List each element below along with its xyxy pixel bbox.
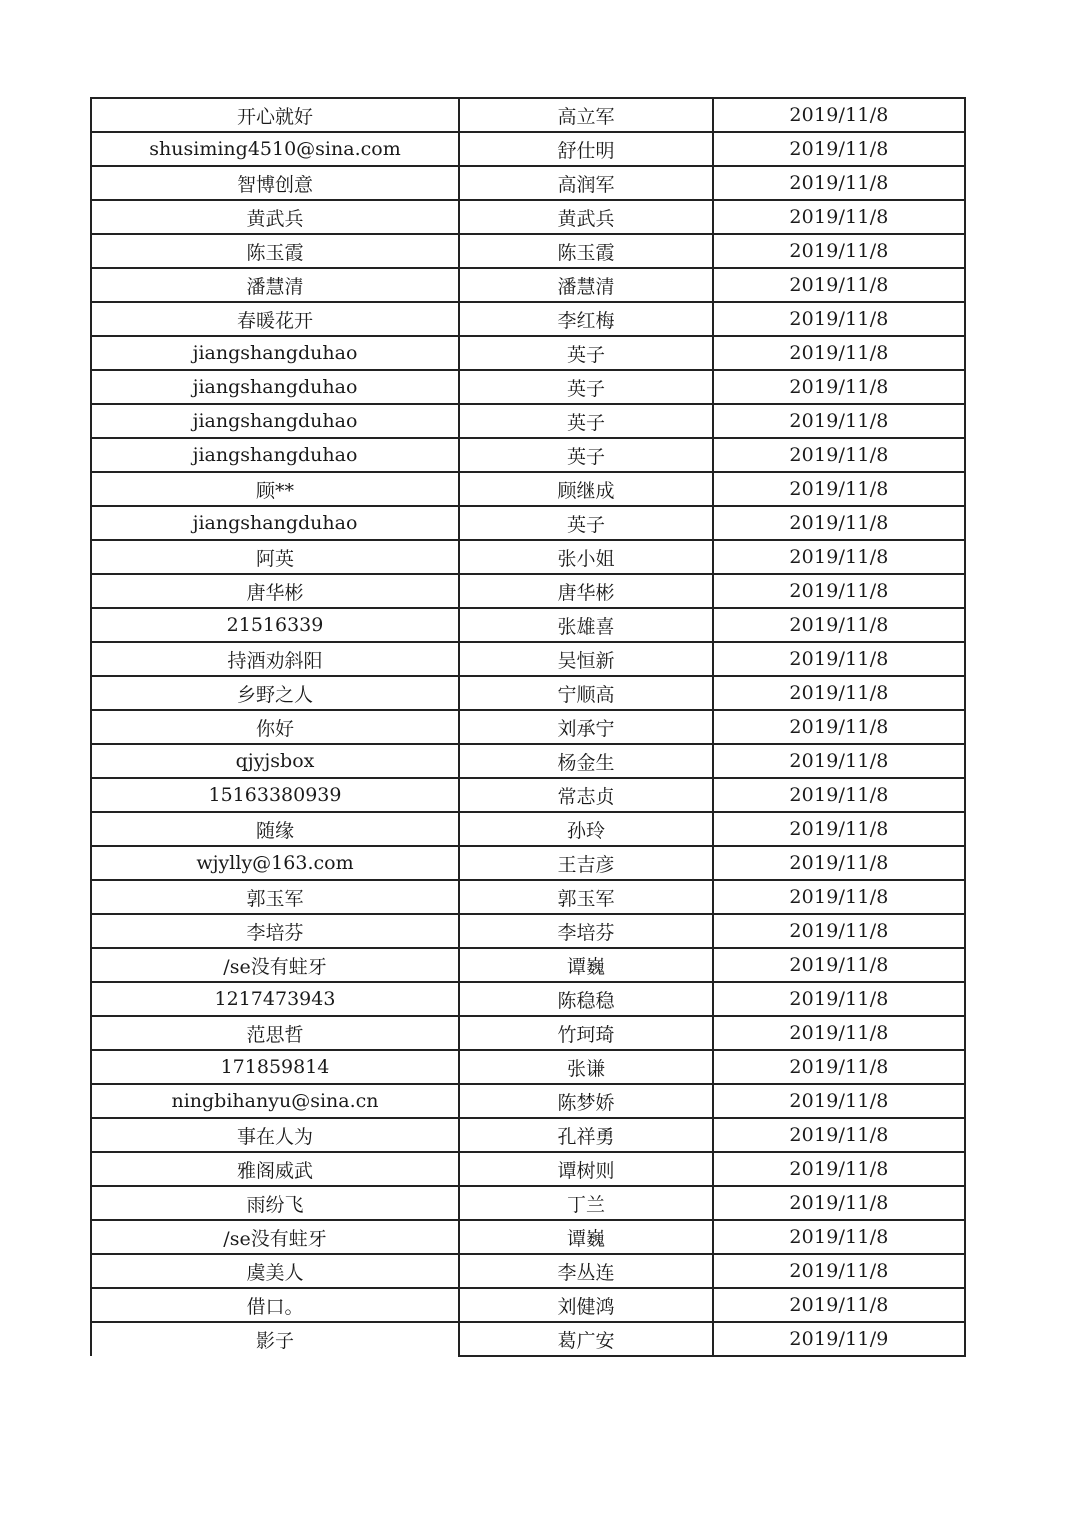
cell-nickname: 阿英: [91, 540, 459, 574]
cell-date: 2019/11/8: [713, 982, 965, 1016]
cell-name: 李丛连: [459, 1254, 713, 1288]
cell-date: 2019/11/8: [713, 642, 965, 676]
table-row: [91, 98, 965, 132]
cell-name: 王吉彦: [459, 846, 713, 880]
cell-nickname: /se没有蛀牙: [91, 1220, 459, 1254]
cell-name: 谭树则: [459, 1152, 713, 1186]
cell-date: 2019/11/8: [713, 676, 965, 710]
cell-nickname: 持酒劝斜阳: [91, 642, 459, 676]
cell-name: 陈稳稳: [459, 982, 713, 1016]
table-row: [91, 1220, 965, 1254]
cell-nickname: 借口。: [91, 1288, 459, 1322]
cell-name: 顾继成: [459, 472, 713, 506]
table-row: [91, 336, 965, 370]
table-row: [91, 302, 965, 336]
cell-name: 英子: [459, 404, 713, 438]
cell-nickname: 陈玉霞: [91, 234, 459, 268]
table-row: [91, 948, 965, 982]
cell-nickname: 1217473943: [91, 982, 459, 1016]
cell-nickname: 郭玉军: [91, 880, 459, 914]
cell-date: 2019/11/9: [713, 1322, 965, 1356]
cell-nickname: 你好: [91, 710, 459, 744]
cell-name: 谭巍: [459, 1220, 713, 1254]
cell-nickname: 乡野之人: [91, 676, 459, 710]
table-row: [91, 404, 965, 438]
cell-name: 唐华彬: [459, 574, 713, 608]
cell-date: 2019/11/8: [713, 540, 965, 574]
cell-name: 英子: [459, 506, 713, 540]
table-row: [91, 574, 965, 608]
cell-name: 张小姐: [459, 540, 713, 574]
cell-date: 2019/11/8: [713, 200, 965, 234]
cell-date: 2019/11/8: [713, 1084, 965, 1118]
cell-nickname: 顾**: [91, 472, 459, 506]
cell-date: 2019/11/8: [713, 302, 965, 336]
cell-date: 2019/11/8: [713, 1050, 965, 1084]
cell-date: 2019/11/8: [713, 914, 965, 948]
cell-name: 高立军: [459, 98, 713, 132]
cell-name: 舒仕明: [459, 132, 713, 166]
table-row: [91, 234, 965, 268]
data-table: [90, 97, 966, 1357]
cell-nickname: jiangshangduhao: [91, 336, 459, 370]
cell-nickname: 雅阁威武: [91, 1152, 459, 1186]
cell-date: 2019/11/8: [713, 846, 965, 880]
table-row: [91, 812, 965, 846]
cell-nickname: 21516339: [91, 608, 459, 642]
cell-date: 2019/11/8: [713, 438, 965, 472]
cell-name: 高润军: [459, 166, 713, 200]
cell-nickname: 潘慧清: [91, 268, 459, 302]
table-row: [91, 744, 965, 778]
table-row: [91, 914, 965, 948]
table-row: [91, 472, 965, 506]
table-row: [91, 166, 965, 200]
cell-nickname: jiangshangduhao: [91, 404, 459, 438]
cell-name: 英子: [459, 336, 713, 370]
cell-date: 2019/11/8: [713, 710, 965, 744]
cell-name: 陈玉霞: [459, 234, 713, 268]
cell-nickname: /se没有蛀牙: [91, 948, 459, 982]
cell-date: 2019/11/8: [713, 506, 965, 540]
cell-nickname: 随缘: [91, 812, 459, 846]
table-row: [91, 1186, 965, 1220]
table-row: [91, 132, 965, 166]
cell-name: 孔祥勇: [459, 1118, 713, 1152]
cell-name: 黄武兵: [459, 200, 713, 234]
table-row: [91, 200, 965, 234]
table-row: [91, 642, 965, 676]
table-row: [91, 778, 965, 812]
table-row: [91, 1152, 965, 1186]
table-row: [91, 1254, 965, 1288]
cell-date: 2019/11/8: [713, 98, 965, 132]
table-row: [91, 1050, 965, 1084]
cell-date: 2019/11/8: [713, 1288, 965, 1322]
table-row: [91, 846, 965, 880]
cell-date: 2019/11/8: [713, 1186, 965, 1220]
cell-date: 2019/11/8: [713, 948, 965, 982]
cell-date: 2019/11/8: [713, 812, 965, 846]
cell-name: 宁顺高: [459, 676, 713, 710]
cell-name: 孙玲: [459, 812, 713, 846]
cell-date: 2019/11/8: [713, 744, 965, 778]
cell-date: 2019/11/8: [713, 574, 965, 608]
cell-nickname: jiangshangduhao: [91, 438, 459, 472]
cell-name: 杨金生: [459, 744, 713, 778]
cell-date: 2019/11/8: [713, 1254, 965, 1288]
table-row: [91, 506, 965, 540]
cell-name: 葛广安: [459, 1322, 713, 1356]
cell-name: 丁兰: [459, 1186, 713, 1220]
cell-nickname: 李培芬: [91, 914, 459, 948]
cell-nickname: shusiming4510@sina.com: [91, 132, 459, 166]
table-row: [91, 1118, 965, 1152]
cell-nickname: ningbihanyu@sina.cn: [91, 1084, 459, 1118]
table-row: [91, 268, 965, 302]
table-body: [91, 98, 965, 1356]
cell-nickname: 智博创意: [91, 166, 459, 200]
cell-date: 2019/11/8: [713, 370, 965, 404]
table-row: [91, 1016, 965, 1050]
cell-name: 李红梅: [459, 302, 713, 336]
cell-nickname: 唐华彬: [91, 574, 459, 608]
cell-date: 2019/11/8: [713, 472, 965, 506]
table-row: [91, 1322, 965, 1356]
cell-date: 2019/11/8: [713, 778, 965, 812]
cell-nickname: 雨纷飞: [91, 1186, 459, 1220]
cell-date: 2019/11/8: [713, 1118, 965, 1152]
cell-nickname: 黄武兵: [91, 200, 459, 234]
cell-name: 英子: [459, 438, 713, 472]
cell-nickname: jiangshangduhao: [91, 370, 459, 404]
cell-name: 谭巍: [459, 948, 713, 982]
cell-nickname: 春暖花开: [91, 302, 459, 336]
table-row: [91, 880, 965, 914]
cell-name: 刘健鸿: [459, 1288, 713, 1322]
table-row: [91, 370, 965, 404]
table-row: [91, 1288, 965, 1322]
table-row: [91, 1084, 965, 1118]
cell-date: 2019/11/8: [713, 166, 965, 200]
cell-date: 2019/11/8: [713, 880, 965, 914]
cell-nickname: 范思哲: [91, 1016, 459, 1050]
cell-date: 2019/11/8: [713, 268, 965, 302]
cell-nickname: 开心就好: [91, 98, 459, 132]
cell-nickname: qjyjsbox: [91, 744, 459, 778]
cell-name: 张雄喜: [459, 608, 713, 642]
cell-name: 潘慧清: [459, 268, 713, 302]
cell-name: 张谦: [459, 1050, 713, 1084]
cell-date: 2019/11/8: [713, 132, 965, 166]
cell-nickname: 事在人为: [91, 1118, 459, 1152]
cell-date: 2019/11/8: [713, 1152, 965, 1186]
table-row: [91, 540, 965, 574]
cell-nickname: 影子: [91, 1322, 459, 1356]
table-row: [91, 710, 965, 744]
cell-date: 2019/11/8: [713, 336, 965, 370]
table-row: [91, 982, 965, 1016]
cell-date: 2019/11/8: [713, 608, 965, 642]
cell-date: 2019/11/8: [713, 404, 965, 438]
cell-nickname: wjylly@163.com: [91, 846, 459, 880]
cell-name: 李培芬: [459, 914, 713, 948]
cell-date: 2019/11/8: [713, 1220, 965, 1254]
cell-name: 常志贞: [459, 778, 713, 812]
cell-name: 吴恒新: [459, 642, 713, 676]
cell-date: 2019/11/8: [713, 1016, 965, 1050]
table-row: [91, 438, 965, 472]
cell-name: 郭玉军: [459, 880, 713, 914]
cell-name: 陈梦娇: [459, 1084, 713, 1118]
cell-nickname: 15163380939: [91, 778, 459, 812]
table-row: [91, 676, 965, 710]
cell-nickname: jiangshangduhao: [91, 506, 459, 540]
cell-name: 英子: [459, 370, 713, 404]
table-row: [91, 608, 965, 642]
cell-name: 刘承宁: [459, 710, 713, 744]
cell-nickname: 虞美人: [91, 1254, 459, 1288]
cell-date: 2019/11/8: [713, 234, 965, 268]
cell-nickname: 171859814: [91, 1050, 459, 1084]
cell-name: 竹珂琦: [459, 1016, 713, 1050]
